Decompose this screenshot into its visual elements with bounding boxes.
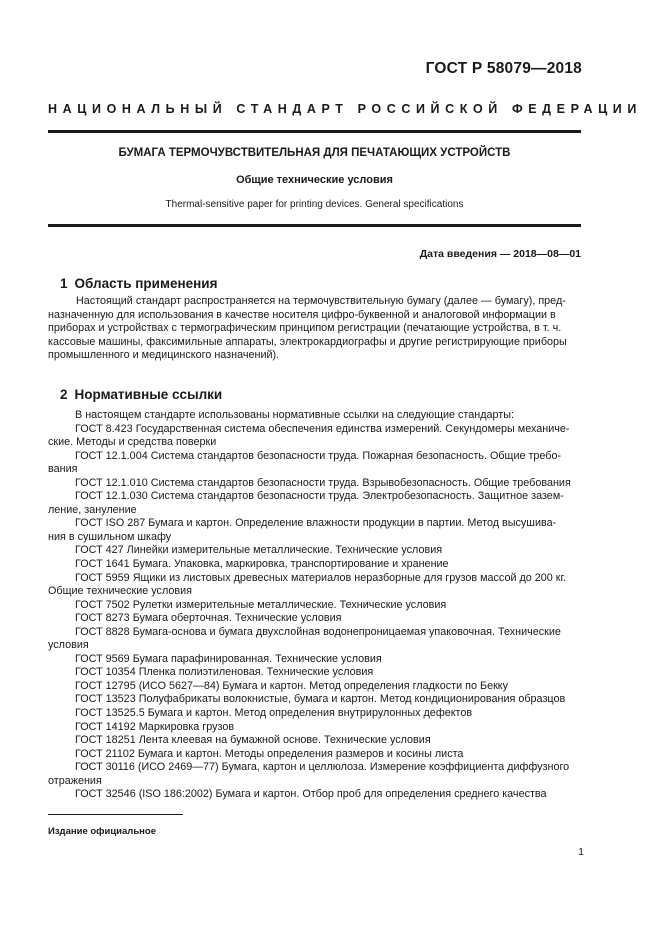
reference-line: ские. Методы и средства поверки	[48, 436, 217, 449]
reference-line: ГОСТ 7502 Рулетки измерительные металлические. Технические условия	[75, 598, 447, 611]
reference-line: ГОСТ 8828 Бумага-основа и бумага двухслойная водонепроницаемая упаковочная. Технические	[75, 625, 561, 638]
reference-line: ГОСТ 8.423 Государственная система обеспечения единства измерений. Секундомеры механиче-	[75, 422, 570, 435]
reference-line: ГОСТ 12.1.004 Система стандартов безопасности труда. Пожарная безопасность. Общие требо-	[75, 449, 562, 462]
footer-divider	[48, 814, 183, 815]
reference-line: Общие технические условия	[48, 585, 192, 598]
document-subtitle: Общие технические условия	[236, 174, 393, 186]
section-1-body	[48, 295, 583, 363]
section-1-title: Область применения	[74, 276, 218, 291]
reference-line: ГОСТ 8273 Бумага оберточная. Технические условия	[75, 612, 342, 625]
reference-line: отражения	[48, 774, 102, 787]
reference-line: условия	[48, 639, 89, 652]
reference-line: ГОСТ 12.1.010 Система стандартов безопасности труда. Взрывобезопасность. Общие требования	[75, 476, 571, 489]
reference-line: ГОСТ 427 Линейки измерительные металлические. Технические условия	[75, 544, 443, 557]
reference-line: ния в сушильном шкафу	[48, 530, 172, 543]
bottom-divider	[48, 224, 581, 227]
reference-line: ГОСТ 12.1.030 Система стандартов безопасности труда. Электробезопасность. Защитное зазем-	[75, 490, 564, 503]
section-1-heading	[60, 276, 217, 291]
section-2-number: 2	[60, 387, 68, 402]
reference-line: ГОСТ 9569 Бумага парафинированная. Технические условия	[75, 652, 382, 665]
top-divider	[48, 130, 581, 133]
reference-line: ГОСТ 10354 Пленка полиэтиленовая. Технические условия	[75, 666, 374, 679]
reference-line: ГОСТ 12795 (ИСО 5627—84) Бумага и картон. Метод определения гладкости по Бекку	[75, 679, 509, 692]
reference-line: ГОСТ 32546 (ISO 186:2002) Бумага и картон. Отбор проб для определения среднего качества	[75, 788, 547, 801]
reference-line: ГОСТ 1641 Бумага. Упаковка, маркировка, транспортирование и хранение	[75, 558, 449, 571]
reference-line: ление, зануление	[48, 503, 137, 516]
national-standard-heading: НАЦИОНАЛЬНЫЙ СТАНДАРТ РОССИЙСКОЙ ФЕДЕРАЦИИ	[48, 102, 642, 116]
paragraph-line: приборах и устройствах с термографическим принципом регистрации (печатающие устройства, в т. ч.	[48, 322, 562, 335]
section-2-title: Нормативные ссылки	[74, 387, 223, 402]
reference-line: вания	[48, 463, 78, 476]
official-edition-label: Издание официальное	[48, 826, 156, 837]
paragraph-line: промышленного и медицинского назначений).	[48, 349, 280, 362]
reference-line: В настоящем стандарте использованы нормативные ссылки на следующие стандарты:	[75, 409, 514, 421]
reference-line: ГОСТ 14192 Маркировка грузов	[75, 720, 235, 733]
document-title: БУМАГА ТЕРМОЧУВСТВИТЕЛЬНАЯ ДЛЯ ПЕЧАТАЮЩИХ УСТРОЙСТВ	[118, 147, 511, 159]
gost-code: ГОСТ Р 58079—2018	[425, 60, 582, 77]
reference-line: ГОСТ 30116 (ИСО 2469—77) Бумага, картон и целлюлоза. Измерение коэффициента диффузного	[75, 761, 570, 774]
reference-line: ГОСТ ISO 287 Бумага и картон. Определение влажности продукции в партии. Метод высушива-	[75, 517, 557, 530]
normative-references-list	[48, 409, 583, 802]
reference-line: ГОСТ 5959 Ящики из листовых древесных материалов неразборные для грузов массой до 200 кг.	[75, 571, 567, 584]
reference-line: ГОСТ 18251 Лента клеевая на бумажной основе. Технические условия	[75, 734, 431, 747]
paragraph-line: кассовые машины, факсимильные аппараты, электрокардиографы и другие регистрирующие приборы	[48, 335, 567, 348]
reference-line: ГОСТ 13523 Полуфабрикаты волокнистые, бумага и картон. Метод кондиционирования образцов	[75, 693, 566, 706]
document-title-english: Thermal-sensitive paper for printing devices. General specifications	[165, 199, 464, 210]
section-1-number: 1	[60, 276, 68, 291]
introduction-date: Дата введения — 2018—08—01	[419, 248, 581, 260]
paragraph-line: Настоящий стандарт распространяется на термочувствительную бумагу (далее — бумагу), пред-	[76, 295, 566, 307]
section-2-heading	[60, 387, 222, 402]
reference-line: ГОСТ 13525.5 Бумага и картон. Метод определения внутрирулонных дефектов	[75, 707, 473, 720]
reference-line: ГОСТ 21102 Бумага и картон. Методы определения размеров и косины листа	[75, 747, 464, 760]
paragraph-line: назначенную для использования в качестве носителя цифро-буквенной и аналоговой информации в	[48, 308, 556, 321]
page-number: 1	[578, 846, 584, 858]
